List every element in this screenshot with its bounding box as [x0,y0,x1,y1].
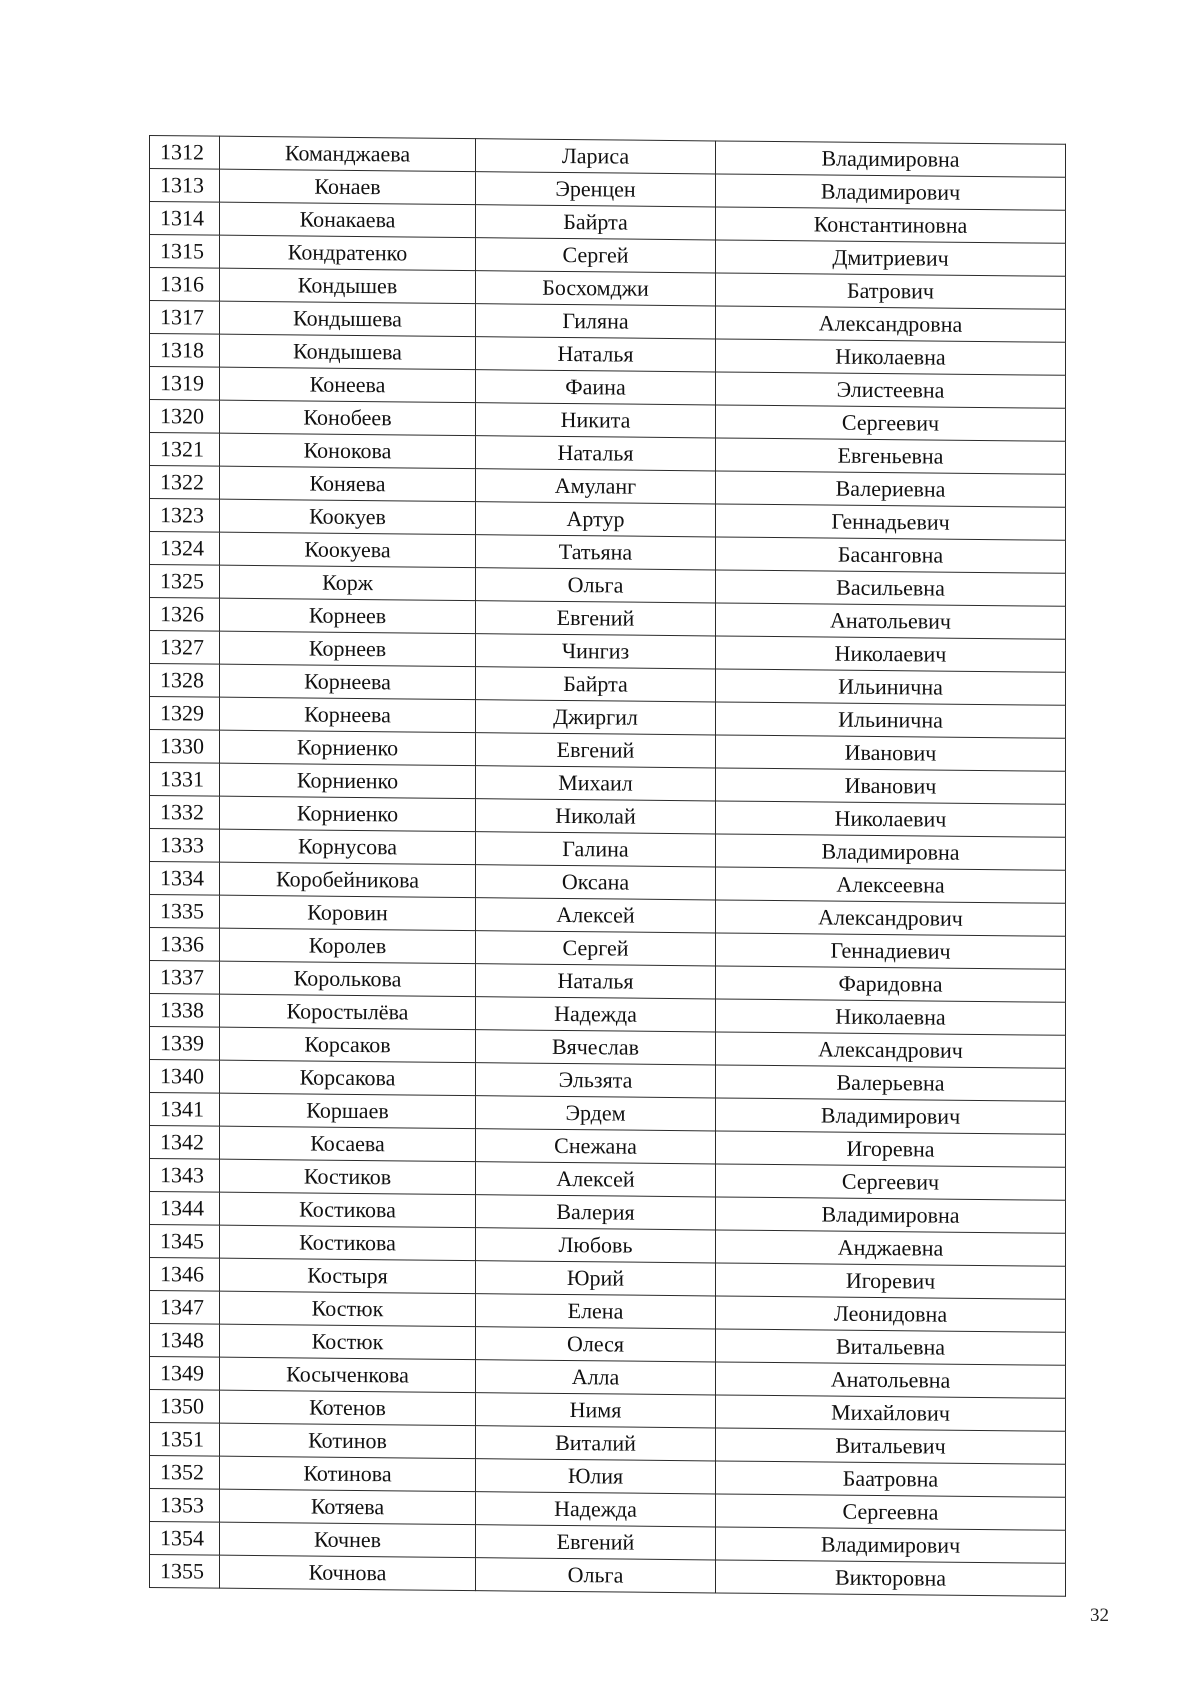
patronymic-cell: Дмитриевич [716,240,1066,276]
first-name-cell: Наталья [476,436,716,471]
first-name-cell: Олеся [476,1327,716,1362]
row-number-cell: 1326 [150,598,220,632]
patronymic-cell: Игоревич [716,1263,1066,1299]
row-number-cell: 1331 [150,763,220,797]
row-number-cell: 1355 [150,1555,220,1589]
patronymic-cell: Басанговна [716,537,1066,573]
names-table-body [150,136,1066,1597]
last-name-cell: Корнеева [220,664,476,699]
row-number-cell: 1320 [150,400,220,434]
patronymic-cell: Александрович [716,900,1066,936]
patronymic-cell: Васильевна [716,570,1066,606]
patronymic-cell: Игоревна [716,1131,1066,1167]
first-name-cell: Эренцен [476,172,716,207]
first-name-cell: Снежана [476,1129,716,1164]
patronymic-cell: Николаевна [716,339,1066,375]
row-number-cell: 1350 [150,1390,220,1424]
row-number-cell: 1319 [150,367,220,401]
patronymic-cell: Викторовна [716,1560,1066,1596]
row-number-cell: 1345 [150,1225,220,1259]
last-name-cell: Королькова [220,961,476,996]
row-number-cell: 1313 [150,169,220,203]
first-name-cell: Амуланг [476,469,716,504]
last-name-cell: Корниенко [220,763,476,798]
patronymic-cell: Владимировна [716,834,1066,870]
first-name-cell: Юрий [476,1261,716,1296]
last-name-cell: Кондышева [220,301,476,336]
last-name-cell: Котинов [220,1423,476,1458]
first-name-cell: Ольга [476,568,716,603]
patronymic-cell: Анатольевна [716,1362,1066,1398]
first-name-cell: Надежда [476,997,716,1032]
last-name-cell: Костиков [220,1159,476,1194]
first-name-cell: Евгений [476,601,716,636]
patronymic-cell: Валерьевна [716,1065,1066,1101]
patronymic-cell: Алексеевна [716,867,1066,903]
row-number-cell: 1333 [150,829,220,863]
row-number-cell: 1315 [150,235,220,269]
row-number-cell: 1341 [150,1093,220,1127]
patronymic-cell: Сергеевич [716,405,1066,441]
row-number-cell: 1324 [150,532,220,566]
row-number-cell: 1332 [150,796,220,830]
first-name-cell: Лариса [476,139,716,174]
page-number: 32 [1090,1605,1109,1626]
last-name-cell: Корсаков [220,1027,476,1062]
last-name-cell: Корнеева [220,697,476,732]
patronymic-cell: Леонидовна [716,1296,1066,1332]
row-number-cell: 1336 [150,928,220,962]
first-name-cell: Надежда [476,1492,716,1527]
last-name-cell: Конаев [220,169,476,204]
row-number-cell: 1344 [150,1192,220,1226]
row-number-cell: 1343 [150,1159,220,1193]
last-name-cell: Корниенко [220,796,476,831]
patronymic-cell: Ильинична [716,702,1066,738]
patronymic-cell: Евгеньевна [716,438,1066,474]
row-number-cell: 1330 [150,730,220,764]
first-name-cell: Валерия [476,1195,716,1230]
row-number-cell: 1323 [150,499,220,533]
row-number-cell: 1318 [150,334,220,368]
first-name-cell: Алексей [476,1162,716,1197]
patronymic-cell: Анатольевич [716,603,1066,639]
patronymic-cell: Элистеевна [716,372,1066,408]
patronymic-cell: Владимирович [716,174,1066,210]
last-name-cell: Коокуев [220,499,476,534]
row-number-cell: 1353 [150,1489,220,1523]
first-name-cell: Байрта [476,667,716,702]
patronymic-cell: Николаевич [716,636,1066,672]
patronymic-cell: Витальевна [716,1329,1066,1365]
first-name-cell: Елена [476,1294,716,1329]
last-name-cell: Кондратенко [220,235,476,270]
last-name-cell: Котинова [220,1456,476,1491]
patronymic-cell: Константиновна [716,207,1066,243]
last-name-cell: Конеева [220,367,476,402]
patronymic-cell: Геннадьевич [716,504,1066,540]
patronymic-cell: Александрович [716,1032,1066,1068]
row-number-cell: 1321 [150,433,220,467]
patronymic-cell: Валериевна [716,471,1066,507]
first-name-cell: Никита [476,403,716,438]
first-name-cell: Юлия [476,1459,716,1494]
first-name-cell: Любовь [476,1228,716,1263]
patronymic-cell: Николаевна [716,999,1066,1035]
patronymic-cell: Геннадиевич [716,933,1066,969]
last-name-cell: Конокова [220,433,476,468]
patronymic-cell: Владимирович [716,1098,1066,1134]
last-name-cell: Кондышев [220,268,476,303]
first-name-cell: Галина [476,832,716,867]
last-name-cell: Корниенко [220,730,476,765]
row-number-cell: 1335 [150,895,220,929]
last-name-cell: Кочнев [220,1522,476,1557]
row-number-cell: 1347 [150,1291,220,1325]
first-name-cell: Оксана [476,865,716,900]
row-number-cell: 1329 [150,697,220,731]
first-name-cell: Наталья [476,964,716,999]
patronymic-cell: Витальевич [716,1428,1066,1464]
first-name-cell: Байрта [476,205,716,240]
row-number-cell: 1334 [150,862,220,896]
patronymic-cell: Александровна [716,306,1066,342]
last-name-cell: Корсакова [220,1060,476,1095]
patronymic-cell: Владимировна [716,141,1066,177]
first-name-cell: Ольга [476,1558,716,1593]
last-name-cell: Костикова [220,1225,476,1260]
row-number-cell: 1349 [150,1357,220,1391]
last-name-cell: Конакаева [220,202,476,237]
last-name-cell: Котенов [220,1390,476,1425]
patronymic-cell: Сергеевна [716,1494,1066,1530]
last-name-cell: Корнеев [220,598,476,633]
first-name-cell: Сергей [476,238,716,273]
row-number-cell: 1316 [150,268,220,302]
row-number-cell: 1312 [150,136,220,170]
patronymic-cell: Фаридовна [716,966,1066,1002]
last-name-cell: Коробейникова [220,862,476,897]
first-name-cell: Евгений [476,733,716,768]
first-name-cell: Вячеслав [476,1030,716,1065]
row-number-cell: 1338 [150,994,220,1028]
last-name-cell: Коршаев [220,1093,476,1128]
row-number-cell: 1348 [150,1324,220,1358]
last-name-cell: Коровин [220,895,476,930]
patronymic-cell: Баатровна [716,1461,1066,1497]
last-name-cell: Косаева [220,1126,476,1161]
last-name-cell: Королев [220,928,476,963]
first-name-cell: Босхомджи [476,271,716,306]
patronymic-cell: Сергеевич [716,1164,1066,1200]
last-name-cell: Коняева [220,466,476,501]
last-name-cell: Корнусова [220,829,476,864]
patronymic-cell: Иванович [716,735,1066,771]
last-name-cell: Коростылёва [220,994,476,1029]
first-name-cell: Нимя [476,1393,716,1428]
last-name-cell: Косыченкова [220,1357,476,1392]
first-name-cell: Чингиз [476,634,716,669]
patronymic-cell: Владимировна [716,1197,1066,1233]
first-name-cell: Алексей [476,898,716,933]
first-name-cell: Эльзята [476,1063,716,1098]
row-number-cell: 1327 [150,631,220,665]
last-name-cell: Коокуева [220,532,476,567]
first-name-cell: Джиргил [476,700,716,735]
row-number-cell: 1337 [150,961,220,995]
row-number-cell: 1322 [150,466,220,500]
patronymic-cell: Николаевич [716,801,1066,837]
row-number-cell: 1354 [150,1522,220,1556]
patronymic-cell: Иванович [716,768,1066,804]
first-name-cell: Михаил [476,766,716,801]
last-name-cell: Костюк [220,1291,476,1326]
row-number-cell: 1342 [150,1126,220,1160]
row-number-cell: 1339 [150,1027,220,1061]
first-name-cell: Евгений [476,1525,716,1560]
last-name-cell: Котяева [220,1489,476,1524]
row-number-cell: 1317 [150,301,220,335]
last-name-cell: Команджаева [220,136,476,171]
last-name-cell: Корнеев [220,631,476,666]
first-name-cell: Николай [476,799,716,834]
row-number-cell: 1351 [150,1423,220,1457]
patronymic-cell: Анджаевна [716,1230,1066,1266]
row-number-cell: 1314 [150,202,220,236]
patronymic-cell: Михайлович [716,1395,1066,1431]
first-name-cell: Виталий [476,1426,716,1461]
patronymic-cell: Ильинична [716,669,1066,705]
first-name-cell: Гиляна [476,304,716,339]
row-number-cell: 1352 [150,1456,220,1490]
last-name-cell: Костюк [220,1324,476,1359]
first-name-cell: Алла [476,1360,716,1395]
patronymic-cell: Батрович [716,273,1066,309]
first-name-cell: Фаина [476,370,716,405]
last-name-cell: Корж [220,565,476,600]
patronymic-cell: Владимирович [716,1527,1066,1563]
last-name-cell: Костыря [220,1258,476,1293]
last-name-cell: Кондышева [220,334,476,369]
first-name-cell: Эрдем [476,1096,716,1131]
row-number-cell: 1328 [150,664,220,698]
names-table [149,135,1066,1597]
row-number-cell: 1325 [150,565,220,599]
row-number-cell: 1346 [150,1258,220,1292]
first-name-cell: Татьяна [476,535,716,570]
first-name-cell: Сергей [476,931,716,966]
row-number-cell: 1340 [150,1060,220,1094]
last-name-cell: Кочнова [220,1555,476,1590]
last-name-cell: Костикова [220,1192,476,1227]
first-name-cell: Артур [476,502,716,537]
first-name-cell: Наталья [476,337,716,372]
last-name-cell: Конобеев [220,400,476,435]
